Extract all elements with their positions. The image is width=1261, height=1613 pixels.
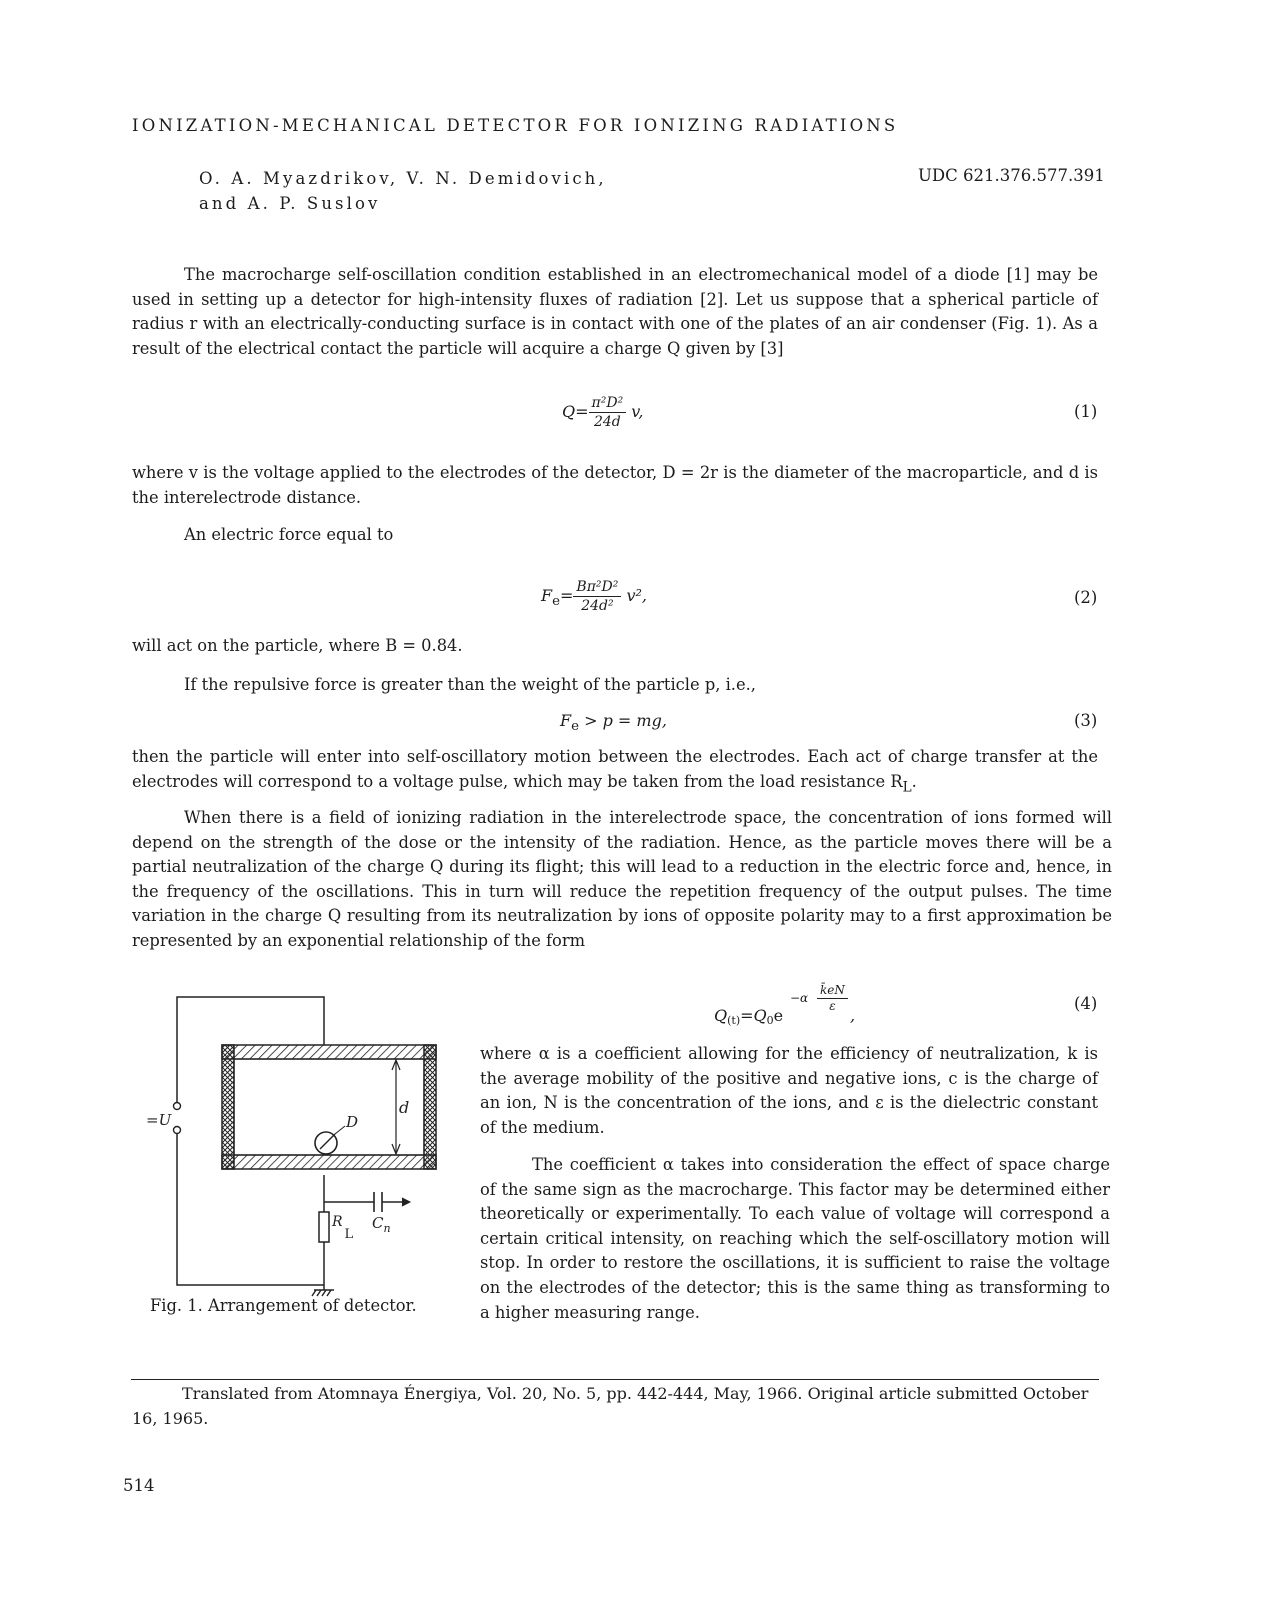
eq2-denominator: 24d² <box>581 598 614 614</box>
circuit-wires <box>177 997 408 1290</box>
eq2-eqsign: = <box>560 586 574 605</box>
paragraph-ionizing-field-text: When there is a field of ionizing radiation in the interelectrode space, the concentration of ions formed will depend on the strength of the dose or the intensity of the radiation. Hence, as the particle moves there will be a partial neutralization of the charge Q during its flight; this will lead to a reduction in the electric force and, hence, in the frequency of the oscillations. This in turn will reduce the repetition frequency of the output pulses. The time variation in the charge Q resulting from its neutralization by ions of opposite polarity may to a first approximation be represented by an exponential relationship of the form <box>132 808 1112 950</box>
eq4-lhs-sub: (t) <box>727 1014 741 1027</box>
eq4-e: e <box>773 1006 784 1025</box>
eq1-lhs: Q= <box>562 402 589 421</box>
p6-end: . <box>911 771 917 791</box>
eq4-exponent-fraction <box>817 983 848 1014</box>
eq4-eqsign: =Q <box>740 1006 767 1025</box>
paragraph-variables: where v is the voltage applied to the electrodes of the detector, D = 2r is the diameter of the macroparticle, and d is the interelectrode distance. <box>132 463 1098 507</box>
equation-1-number: (1) <box>1074 402 1098 421</box>
eq1-tail: v, <box>631 402 644 421</box>
equation-4 <box>714 983 864 1030</box>
equation-2 <box>541 578 647 615</box>
eq4-exp-num: k̄eN <box>817 983 848 999</box>
authors-line-2: and A. P. Suslov <box>199 194 381 213</box>
eq2-tail: v², <box>626 586 647 605</box>
authors-line-1: O. A. Myazdrikov, V. N. Demidovich, <box>199 169 607 188</box>
paragraph-coefficient <box>480 1153 1110 1325</box>
paragraph-constant-b: will act on the particle, where B = 0.84. <box>132 636 463 655</box>
terminal-positive <box>174 1103 181 1110</box>
particle-leader <box>335 1126 345 1134</box>
label-capacitor: $C_n$ <box>372 1214 391 1235</box>
equation-2-number: (2) <box>1074 588 1098 607</box>
equation-3-number: (3) <box>1074 711 1098 730</box>
eq2-lhs: F <box>541 586 553 605</box>
bottom-electrode <box>222 1155 436 1169</box>
load-resistor <box>319 1212 329 1242</box>
p6-text: then the particle will enter into self-oscillatory motion between the electrodes. Each act of charge transfer at the electrodes will correspond to a voltage pulse, which may be taken from the load resistance R <box>132 747 1098 791</box>
footnote-text: Translated from Atomnaya Énergiya, Vol. 20, No. 5, pp. 442-444, May, 1966. Original article submitted October 16, 1965. <box>132 1384 1089 1428</box>
udc-code: UDC 621.376.577.391 <box>918 166 1105 185</box>
detector-diagram <box>140 990 460 1300</box>
eq3-lhs: F <box>560 711 572 730</box>
footnote <box>132 1382 1092 1431</box>
footnote-divider <box>131 1379 1099 1380</box>
eq4-tail: , <box>850 1006 856 1025</box>
equation-3 <box>560 711 667 734</box>
label-resistor: RL <box>332 1214 354 1242</box>
eq4-q0-sub: 0 <box>766 1014 774 1027</box>
output-arrow-icon <box>402 1198 410 1206</box>
particle-stroke <box>320 1134 335 1149</box>
eq2-lhs-sub: e <box>552 594 560 610</box>
equation-4-number: (4) <box>1074 994 1098 1013</box>
left-insulator <box>222 1045 234 1169</box>
paragraph-condition-text: If the repulsive force is greater than the weight of the particle p, i.e., <box>184 675 756 694</box>
paragraph-symbols: where α is a coefficient allowing for the efficiency of neutralization, k is the average mobility of the positive and negative ions, c is the charge of an ion, N is the concentration of the ions, and ε is the dielectric constant of the medium. <box>480 1044 1098 1137</box>
paragraph-coefficient-text: The coefficient α takes into consideration the effect of space charge of the same sign as the macrocharge. This factor may be determined either theoretically or experimentally. To each value of voltage will correspond a certain critical intensity, on reaching which the self-oscillatory motion will stop. In order to restore the oscillations, it is sufficient to raise the voltage on the electrodes of the detector; this is the same thing as transforming to a higher measuring range. <box>480 1155 1110 1322</box>
paragraph-condition <box>132 673 1098 698</box>
p6-sub: L <box>902 778 912 795</box>
eq2-numerator: Bπ²D² <box>573 578 621 597</box>
figure-caption: Fig. 1. Arrangement of detector. <box>150 1296 417 1315</box>
paragraph-intro <box>132 263 1098 361</box>
paragraph-force-intro-text: An electric force equal to <box>184 525 394 544</box>
label-voltage: =U <box>146 1111 172 1129</box>
paragraph-intro-text: The macrocharge self-oscillation condition established in an electromechanical model of a diode [1] may be used in setting up a detector for high-intensity fluxes of radiation [2]. Let us suppose that a spherical particle of radius r with an electrically-conducting surface is in contact with one of the plates of an air condenser (Fig. 1). As a result of the electrical contact the particle will acquire a charge Q given by [3] <box>132 265 1098 358</box>
eq4-exp-den: ε <box>829 999 836 1013</box>
page-number: 514 <box>123 1476 155 1495</box>
eq3-rest: > p = mg, <box>584 711 667 730</box>
eq4-exponent-prefix: −α <box>790 991 809 1005</box>
equation-1 <box>562 394 644 431</box>
eq3-lhs-sub: e <box>571 719 579 735</box>
right-insulator <box>424 1045 436 1169</box>
paragraph-self-oscillation <box>132 745 1098 799</box>
terminal-negative <box>174 1127 181 1134</box>
eq4-lhs: Q <box>714 1006 728 1025</box>
label-particle-d: D <box>346 1113 359 1131</box>
paragraph-force-intro <box>132 523 1098 548</box>
eq1-fraction <box>589 394 627 431</box>
article-title: IONIZATION-MECHANICAL DETECTOR FOR IONIZING RADIATIONS <box>132 116 899 135</box>
eq1-denominator: 24d <box>593 414 621 430</box>
label-d: d <box>399 1098 410 1117</box>
top-electrode <box>222 1045 436 1059</box>
author-list <box>199 166 607 216</box>
eq1-numerator: π²D² <box>589 394 627 413</box>
paragraph-ionizing-field <box>132 806 1112 954</box>
eq2-fraction <box>573 578 621 615</box>
